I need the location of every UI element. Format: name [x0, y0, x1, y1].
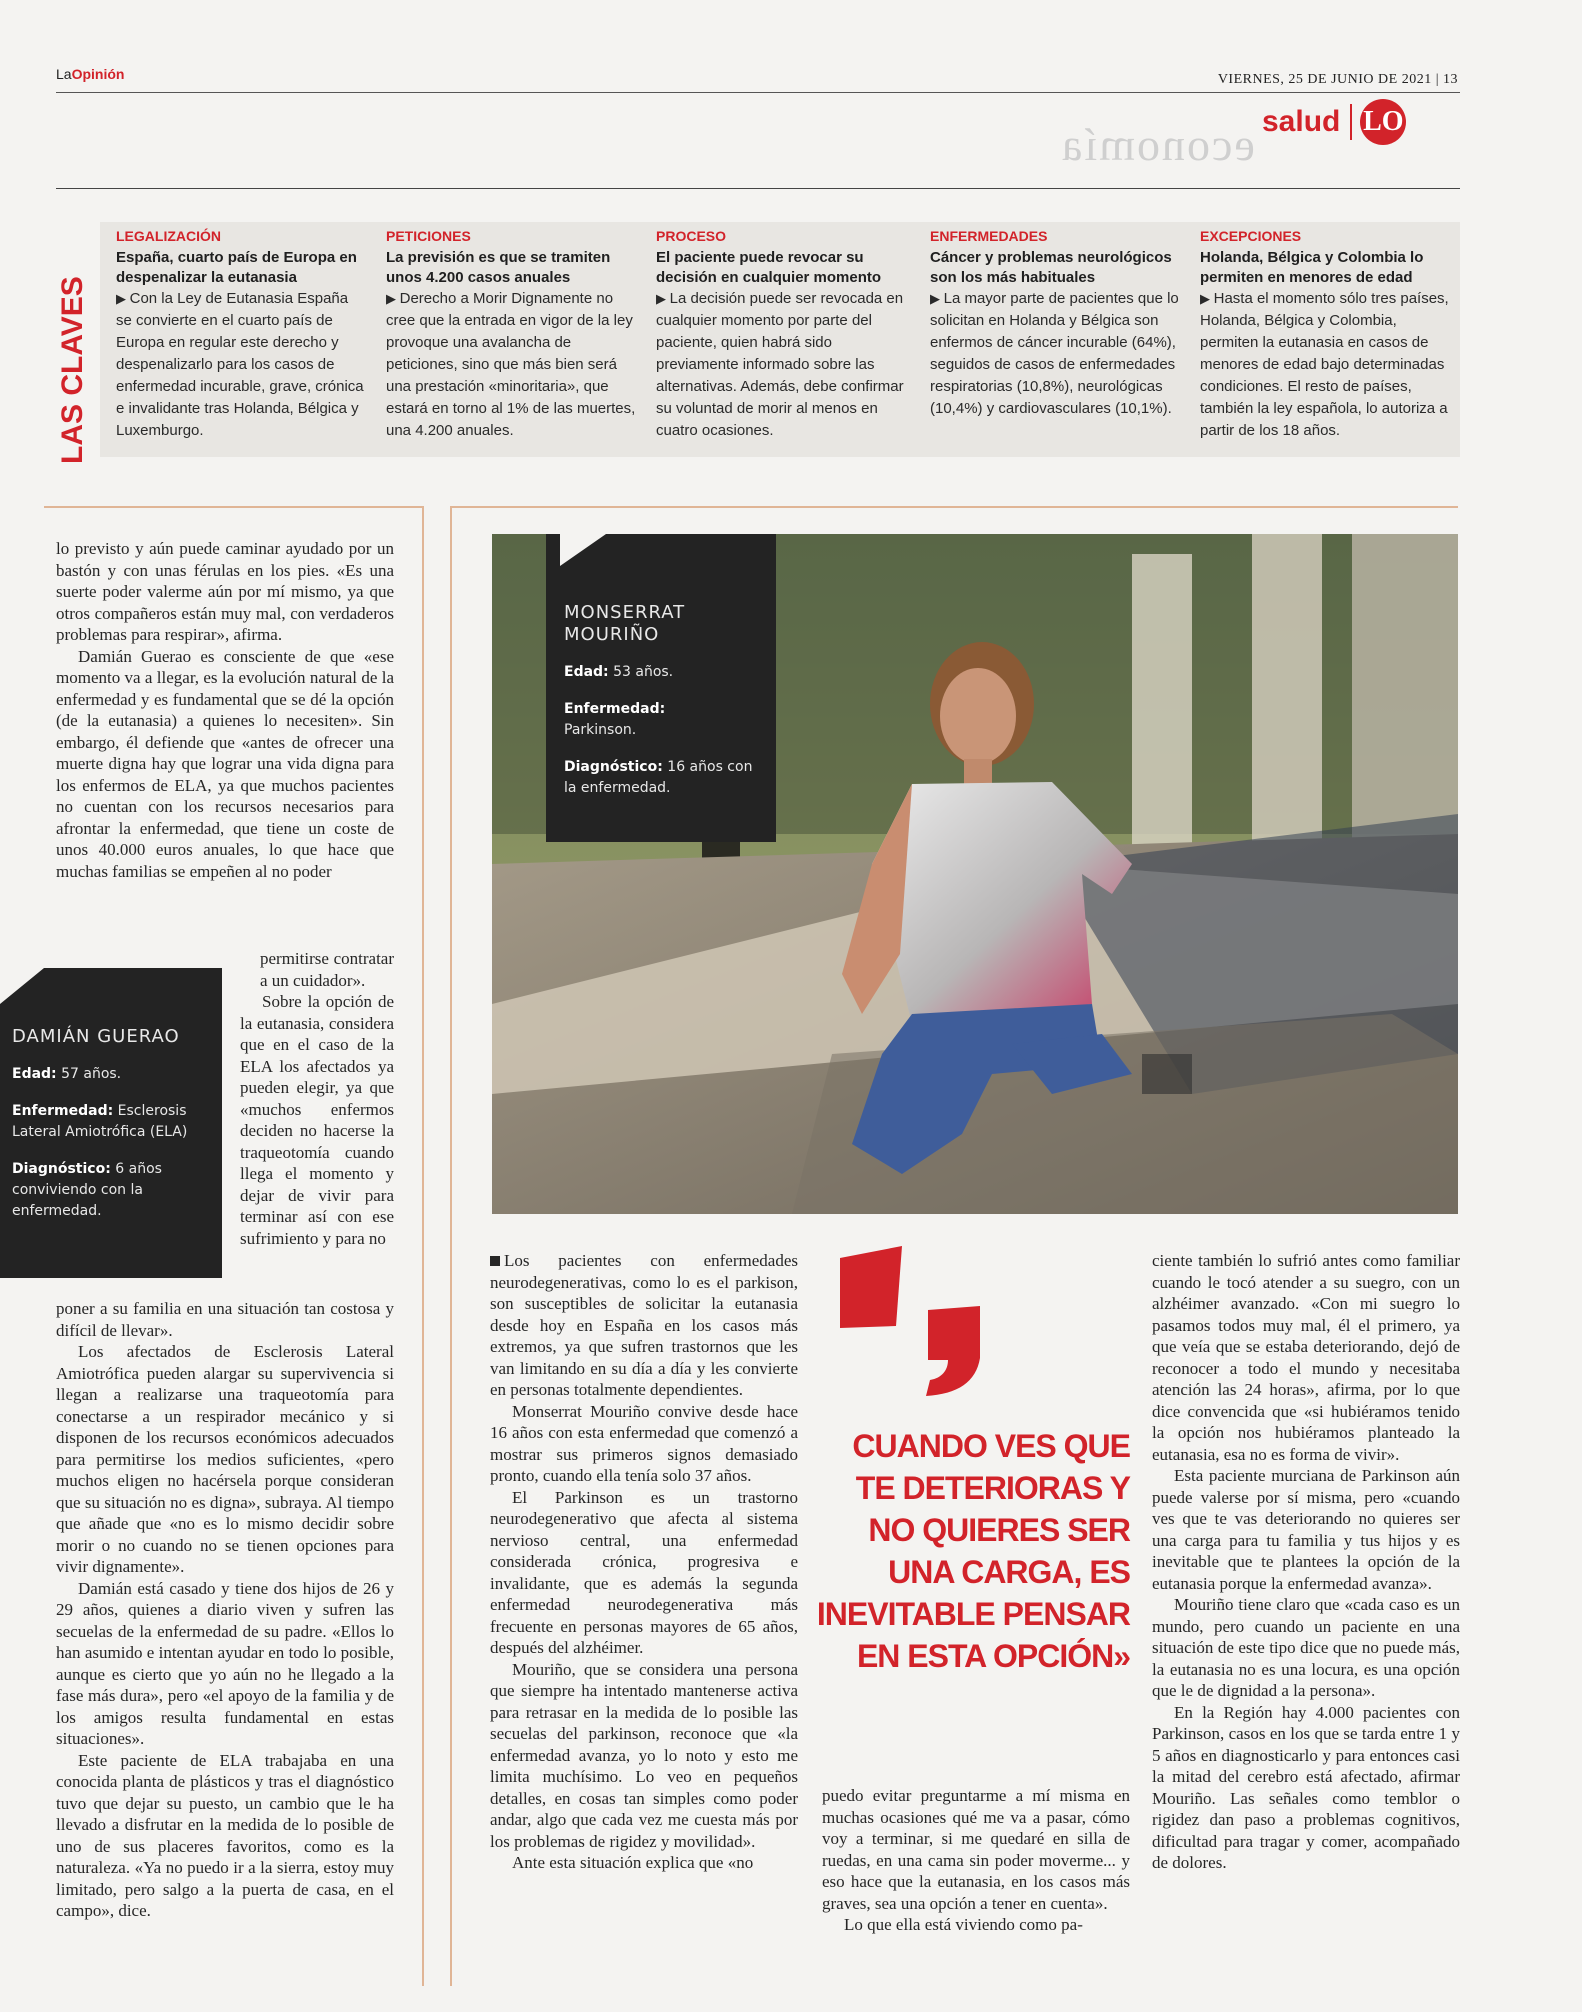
- patient-name-line1: MONSERRAT: [564, 602, 686, 623]
- arrow-icon: ▶: [116, 291, 130, 306]
- disease-label: Enfermedad:: [12, 1103, 114, 1119]
- paragraph: Damián Guerao es consciente de que «ese momento va a llegar, es la evolución natural de la enfermedad y es fundamental que se dé la opción (de la eutanasia) a quienes lo necesiten». Sin embargo, él defiende que «antes de ofrecer una muerte digna hay que lograr una vida digna para los enfermos de ELA, ya que muchos pacientes no cuentan con los recursos necesarios para afrontar la enfermedad, que tiene un coste de unos 40.000 euros anuales, lo que hace que muchas familias se empeñen al no poder: [56, 646, 394, 881]
- clave-peticiones: [386, 228, 636, 442]
- patient-age: [564, 662, 762, 683]
- patient-diagnosis: [564, 757, 762, 799]
- lead-square-icon: [490, 1256, 500, 1266]
- paragraph: Sobre la opción de la eutanasia, considera que en el caso de la ELA los afectados ya pueden elegir, ya que «muchos enfermos deciden no hacerse la traqueotomía cuando llega el momento y dejar de vivir para terminar así con ese sufrimiento y para no: [240, 992, 394, 1248]
- bleed-through-text: economía: [1060, 119, 1255, 170]
- claves-label-text: LAS CLAVES: [56, 276, 89, 464]
- diagnosis-value: 16 años con la enfermedad.: [564, 759, 753, 796]
- quote-mark-icon: [830, 1246, 990, 1396]
- section-name: salud: [1262, 105, 1341, 138]
- paragraph: ciente también lo sufrió antes como familiar cuando le tocó atender a su suegro, con un alzhéimer avanzado. «Con mi suegro lo pasamos todos muy mal, él el primero, ya que veía que se estaba deteriorando, dejó de reconocer a todo el mundo y necesitaba atención las 24 horas», afirma, por lo que dice convencida que «si hubiéramos tenido la opción nos hubiéramos planteado la eutanasia, esa no es forma de vivir».: [1152, 1251, 1460, 1464]
- clave-body: [930, 288, 1180, 420]
- clave-headline: España, cuarto país de Europa en despenalizar la eutanasia: [116, 249, 357, 286]
- clave-body-text: La mayor parte de pacientes que lo solicitan en Holanda y Bélgica son enfermos de cáncer incurable (64%), seguidos de casos de enfermedades respiratorias (10,8%), neurológicas (10,4%) y cardiovasculares (10,1%).: [930, 290, 1179, 417]
- section-tag: [1262, 100, 1406, 144]
- clave-headline: El paciente puede revocar su decisión en cualquier momento: [656, 249, 882, 286]
- age-label: Edad:: [12, 1066, 57, 1082]
- disease-label: Enfermedad:: [564, 701, 666, 717]
- diagnosis-label: Diagnóstico:: [12, 1161, 111, 1177]
- box-notch-icon: [0, 968, 44, 1004]
- paragraph: En la Región hay 4.000 pacientes con Parkinson, casos en los que se tarda entre 1 y 5 años en diagnosticarlo y para entonces casi la mitad del cerebro está afectado, afirmar Mouriño. Las señales como temblor o rigidez dan paso a problemas cognitivos, dificultad para tragar y comer, acompañado de dolores.: [1152, 1702, 1460, 1872]
- patient-name: [564, 602, 762, 646]
- arrow-icon: ▶: [656, 291, 670, 306]
- paragraph: Monserrat Mouriño convive desde hace 16 años con esta enfermedad que comenzó a mostrar sus primeros signos demasiado pronto, cuando ella tenía solo 37 años.: [490, 1401, 798, 1485]
- box-notch-icon: [560, 534, 606, 566]
- age-value: 57 años.: [61, 1066, 122, 1082]
- paragraph: [490, 1250, 798, 1401]
- article-column-1-bottom: [56, 1298, 394, 1922]
- patient-disease: [12, 1101, 210, 1143]
- disease-value: Esclerosis Lateral Amiotrófica (ELA): [12, 1103, 188, 1140]
- diagnosis-label: Diagnóstico:: [564, 759, 663, 775]
- diagnosis-value: 6 años conviviendo con la enfermedad.: [12, 1161, 162, 1219]
- paragraph: lo previsto y aún puede caminar ayudado por un bastón y con unas férulas en los pies. «Es una suerte poder valerme aún por mí mismo, ya que otros compañeros están muy mal, con verdaderos problemas para respirar», afirma.: [56, 539, 394, 644]
- clave-body: [386, 288, 636, 442]
- clave-legalizacion: [116, 228, 366, 442]
- clave-headline: La previsión es que se tramiten unos 4.200 casos anuales: [386, 249, 611, 286]
- masthead-opinion: Opinión: [71, 66, 125, 82]
- dateline: VIERNES, 25 DE JUNIO DE 2021 | 13: [1217, 72, 1458, 87]
- paragraph: permitirse contratar a un cuidador».: [260, 949, 394, 990]
- clave-body-text: La decisión puede ser revocada en cualquier momento por parte del paciente, quien habrá sido previamente informado sobre las alternativas. Además, debe confirmar su voluntad de morir al menos en cuatro ocasiones.: [656, 290, 904, 439]
- paragraph: Mouriño, que se considera una persona que siempre ha intentado mantenerse activa para retrasar en la medida de lo posible las secuelas del parkinson, reconoce que «la enfermedad avanza, yo lo noto y esto me limita muchísimo. Lo veo en pequeños detalles, en cosas tan simples como poder andar, algo que cada vez me cuesta más por los problemas de rigidez y movilidad».: [490, 1659, 798, 1851]
- patient-name-line2: MOURIÑO: [564, 624, 660, 645]
- lead-text: Los pacientes con enfermedades neurodegenerativas, como lo es el parkison, son susceptibles de solicitar la eutanasia desde hoy en España en los casos más extremos, ya que sufren trastornos que les van limitando en su día a día y les convierte en personas totalmente dependientes.: [490, 1251, 798, 1399]
- pull-quote: CUANDO VES QUE TE DETERIORAS Y NO QUIERES SER UNA CARGA, ES INEVITABLE PENSAR EN ESTA OPCIÓN»: [816, 1428, 1130, 1674]
- clave-body-text: Derecho a Morir Dignamente no cree que la entrada en vigor de la ley provoque una avalancha de peticiones, sino que más bien será una prestación «minoritaria», que estará en torno al 1% de las muertes, una 4.200 anuales.: [386, 290, 636, 439]
- patient-age: [12, 1064, 210, 1085]
- clave-title: EXCEPCIONES: [1200, 228, 1302, 244]
- arrow-icon: ▶: [386, 291, 400, 306]
- article-column-4: [1152, 1250, 1460, 1874]
- section-rule: [56, 188, 1460, 189]
- patient-diagnosis: [12, 1159, 210, 1222]
- paragraph: Esta paciente murciana de Parkinson aún puede valerse por sí misma, pero «cuando ves que te vas deteriorando no quieres ser una carga para tu familia y tus hijos y es inevitable que te plantees la opción de la eutanasia porque la enfermedad avanza».: [1152, 1466, 1460, 1593]
- paragraph: Mouriño tiene claro que «cada caso es un mundo, pero cuando un paciente en una situación de este tipo dice que no puede más, la eutanasia no es una locura, es una opción que le de dignidad a la persona».: [1152, 1595, 1460, 1700]
- disease-value: Parkinson.: [564, 722, 637, 738]
- article-column-1-wrap: [240, 948, 394, 1249]
- age-label: Edad:: [564, 664, 609, 680]
- clave-enfermedades: [930, 228, 1180, 420]
- section-divider: [1350, 104, 1352, 140]
- paragraph: Damián está casado y tiene dos hijos de 26 y 29 años, quienes a diario viven y sufren las secuelas de la enfermedad de su padre. «Ellos lo han asumido e intentan ayudar en todo lo posible, aunque es cierto que yo aún no he llegado a la fase más dura», pero «el apoyo de la familia y de los amigos resulta fundamental en estas situaciones».: [56, 1578, 394, 1748]
- paragraph: El Parkinson es un trastorno neurodegenerativo que afecta al sistema nervioso central, una enfermedad considerada crónica, progresiva e invalidante, que es además la segunda enfermedad neurodegenerativa más frecuente en personas mayores de 65 años, después del alzhéimer.: [490, 1487, 798, 1657]
- article-column-3: [822, 1785, 1130, 1936]
- masthead-la: La: [56, 66, 72, 82]
- clave-title: PROCESO: [656, 228, 727, 244]
- paragraph: Ante esta situación explica que «no: [512, 1853, 754, 1872]
- arrow-icon: ▶: [1200, 291, 1214, 306]
- clave-title: ENFERMEDADES: [930, 228, 1048, 244]
- age-value: 53 años.: [613, 664, 674, 680]
- clave-body-text: Con la Ley de Eutanasia España se convierte en el cuarto país de Europa en regular este derecho y despenalizarlo para los casos de enfermedad incurable, grave, crónica e invalidante tras Holanda, Bélgica y Luxemburgo.: [116, 290, 364, 439]
- clave-body-text: Hasta el momento sólo tres países, Holanda, Bélgica y Colombia, permiten la eutanasia en casos de menores de edad bajo determinadas condiciones. El resto de países, también la ley española, lo autoriza a partir de los 18 años.: [1200, 290, 1449, 439]
- article-column-2: [490, 1250, 798, 1874]
- clave-headline: Holanda, Bélgica y Colombia lo permiten en menores de edad: [1200, 249, 1424, 286]
- clave-title: PETICIONES: [386, 228, 471, 244]
- clave-body: [656, 288, 906, 442]
- patient-box-monserrat: [546, 534, 776, 842]
- patient-disease: [564, 699, 762, 741]
- newspaper-logo: LO: [1360, 99, 1406, 145]
- clave-body: [116, 288, 366, 442]
- clave-excepciones: [1200, 228, 1450, 442]
- paragraph: Este paciente de ELA trabajaba en una conocida planta de plásticos y tras el diagnóstico tuvo que dejar su puesto, un cambio que le ha llevado a disfrutar en la medida de lo posible de uno de sus placeres favoritos, como es la naturaleza. «Ya no puedo ir a la sierra, estoy muy limitado, pero salgo a la puerta de casa, en el campo», dice.: [56, 1750, 394, 1920]
- clave-headline: Cáncer y problemas neurológicos son los más habituales: [930, 249, 1172, 286]
- masthead: [56, 66, 124, 82]
- patient-name: DAMIÁN GUERAO: [12, 1026, 180, 1047]
- arrow-icon: ▶: [930, 291, 944, 306]
- patient-box-damian: [0, 968, 222, 1278]
- clave-proceso: [656, 228, 906, 442]
- clave-body: [1200, 288, 1450, 442]
- clave-title: LEGALIZACIÓN: [116, 228, 221, 244]
- paragraph: Los afectados de Esclerosis Lateral Amiotrófica pueden alargar su supervivencia si llegan a realizarse una traqueotomía para conectarse a un respirador mecánico y si disponen de los recursos económicos adecuados para permitirse los medios suficientes, «pero muchos eligen no hacérsela porque consideran que su situación no es digna», subraya. Al tiempo que añade que «no es lo mismo decidir sobre morir o no cuando no se tienen opciones para vivir dignamente».: [56, 1342, 394, 1576]
- claves-label: [52, 276, 92, 464]
- header-rule: [56, 92, 1460, 93]
- article-column-1-top: [56, 538, 394, 882]
- paragraph: poner a su familia en una situación tan costosa y difícil de llevar».: [56, 1299, 394, 1340]
- paragraph: puedo evitar preguntarme a mí misma en muchas ocasiones qué me va a pasar, cómo voy a terminar, si me quedaré en silla de ruedas, en una cama sin poder moverme... y eso hace que la eutanasia, en los casos más graves, sea una opción a tener en cuenta».: [822, 1786, 1130, 1913]
- paragraph: Lo que ella está viviendo como pa-: [844, 1915, 1083, 1934]
